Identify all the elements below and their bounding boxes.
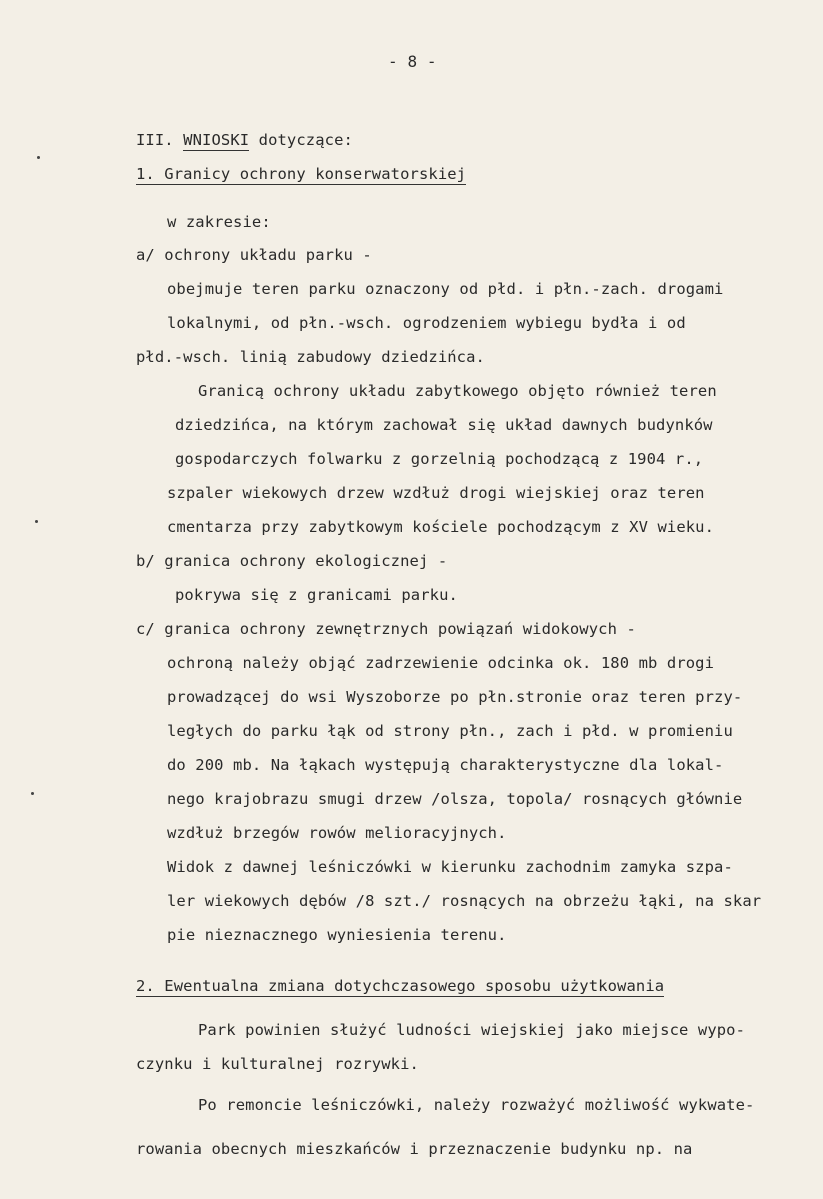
text-line: cmentarza przy zabytkowym kościele pochodzącym z XV wieku. bbox=[167, 518, 715, 536]
text-line: płd.-wsch. linią zabudowy dziedzińca. bbox=[136, 348, 485, 366]
margin-speck bbox=[31, 792, 34, 795]
text-line: Widok z dawnej leśniczówki w kierunku zachodnim zamyka szpa- bbox=[167, 858, 733, 876]
text-line: ległych do parku łąk od strony płn., zach i płd. w promieniu bbox=[167, 722, 733, 740]
text-line: szpaler wiekowych drzew wzdłuż drogi wiejskiej oraz teren bbox=[167, 484, 705, 502]
text-line: rowania obecnych mieszkańców i przeznaczenie budynku np. na bbox=[136, 1140, 693, 1158]
text-line: nego krajobrazu smugi drzew /olsza, topola/ rosnących głównie bbox=[167, 790, 743, 808]
intro-line: w zakresie: bbox=[167, 213, 271, 231]
subheading-2: 2. Ewentualna zmiana dotychczasowego sposobu użytkowania bbox=[136, 977, 665, 995]
section-heading bbox=[136, 131, 353, 149]
text-line: Granicą ochrony układu zabytkowego objęto również teren bbox=[198, 382, 717, 400]
text-line: Park powinien służyć ludności wiejskiej jako miejsce wypo- bbox=[198, 1021, 746, 1039]
text-line: Po remoncie leśniczówki, należy rozważyć możliwość wykwate- bbox=[198, 1096, 755, 1114]
text-line: lokalnymi, od płn.-wsch. ogrodzeniem wybiegu bydła i od bbox=[167, 314, 686, 332]
subheading-1: 1. Granicy ochrony konserwatorskiej bbox=[136, 165, 467, 183]
page-number: - 8 - bbox=[388, 52, 437, 71]
margin-speck bbox=[35, 520, 38, 523]
text-line: ochroną należy objąć zadrzewienie odcinka ok. 180 mb drogi bbox=[167, 654, 715, 672]
text-line: gospodarczych folwarku z gorzelnią pochodzącą z 1904 r., bbox=[175, 450, 704, 468]
text-line: wzdłuż brzegów rowów melioracyjnych. bbox=[167, 824, 507, 842]
section-heading-suffix: dotyczące: bbox=[258, 131, 353, 149]
text-line: obejmuje teren parku oznaczony od płd. i płn.-zach. drogami bbox=[167, 280, 724, 298]
section-heading-underlined: WNIOSKI bbox=[183, 131, 250, 149]
text-line: do 200 mb. Na łąkach występują charakterystyczne dla lokal- bbox=[167, 756, 724, 774]
text-line: prowadzącej do wsi Wyszoborze po płn.stronie oraz teren przy- bbox=[167, 688, 743, 706]
text-line: a/ ochrony układu parku - bbox=[136, 246, 372, 264]
text-line: b/ granica ochrony ekologicznej - bbox=[136, 552, 448, 570]
text-line: pie nieznacznego wyniesienia terenu. bbox=[167, 926, 507, 944]
text-line: czynku i kulturalnej rozrywki. bbox=[136, 1055, 419, 1073]
margin-speck bbox=[37, 156, 40, 159]
text-line: ler wiekowych dębów /8 szt./ rosnących na obrzeżu łąki, na skar bbox=[167, 892, 762, 910]
section-heading-prefix: III. bbox=[136, 131, 174, 149]
text-line: dziedzińca, na którym zachował się układ dawnych budynków bbox=[175, 416, 713, 434]
text-line: c/ granica ochrony zewnętrznych powiązań widokowych - bbox=[136, 620, 636, 638]
text-line: pokrywa się z granicami parku. bbox=[175, 586, 458, 604]
